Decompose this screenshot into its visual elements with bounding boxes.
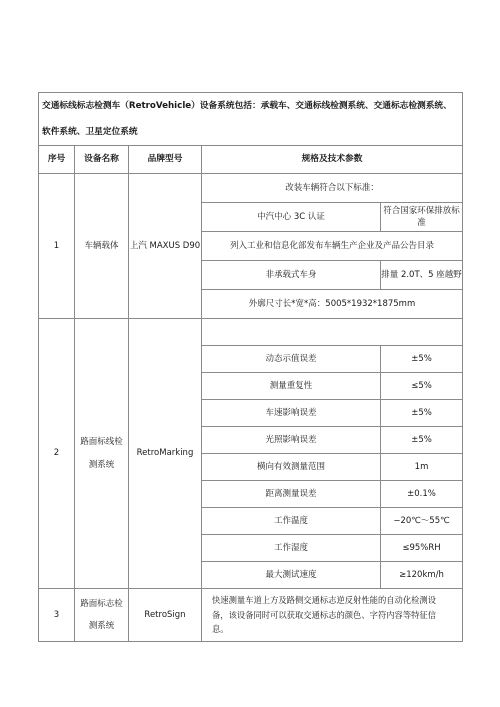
row-3-description: 快速测量车道上方及路侧交通标志逆反射性能的自动化检测设备，该设备同时可以获取交通标志的颜色、字符内容等特征信息。 [202, 589, 463, 642]
row-2-name: 路面标线检测系统 [75, 319, 129, 589]
param-blank-row [202, 319, 463, 346]
spec-body-type: 非承载式车身 [202, 261, 381, 290]
param-label: 最大测试速度 [202, 562, 381, 589]
param-value: ±5% [381, 427, 463, 454]
row-3-model: RetroSign [129, 589, 202, 642]
header-name: 设备名称 [75, 146, 129, 174]
spec-engine: 排量 2.0T、5 座越野 [381, 261, 463, 290]
param-label: 工作湿度 [202, 535, 381, 562]
row-2-model: RetroMarking [129, 319, 202, 589]
param-label: 距离测量误差 [202, 481, 381, 508]
equipment-spec-table [38, 92, 463, 642]
spec-cert-emission: 符合国家环保排放标准 [381, 203, 463, 232]
param-value: ±5% [381, 400, 463, 427]
param-label: 光照影响误差 [202, 427, 381, 454]
document-title: 交通标线标志检测车（RetroVehicle）设备系统包括：承载车、交通标线检测系统、交通标志检测系统、软件系统、卫星定位系统 [39, 93, 463, 146]
row-3-name: 路面标志检测系统 [75, 589, 129, 642]
row-1-name: 车辆载体 [75, 174, 129, 319]
row-1-model: 上汽 MAXUS D90 [129, 174, 202, 319]
param-value: ±5% [381, 346, 463, 373]
spec-catalog: 列入工业和信息化部发布车辆生产企业及产品公告目录 [202, 232, 463, 261]
row-3-no: 3 [39, 589, 75, 642]
row-2-no: 2 [39, 319, 75, 589]
param-value: −20℃～55℃ [381, 508, 463, 535]
header-model: 品牌型号 [129, 146, 202, 174]
header-row [39, 146, 463, 174]
header-specs: 规格及技术参数 [202, 146, 463, 174]
spec-intro: 改装车辆符合以下标准： [202, 174, 463, 203]
header-no: 序号 [39, 146, 75, 174]
param-label: 动态示值误差 [202, 346, 381, 373]
param-label: 工作温度 [202, 508, 381, 535]
param-label: 测量重复性 [202, 373, 381, 400]
param-value: 1m [381, 454, 463, 481]
param-label: 横向有效测量范围 [202, 454, 381, 481]
param-value: ≤5% [381, 373, 463, 400]
spec-dimensions: 外廓尺寸长*宽*高：5005*1932*1875mm [202, 290, 463, 319]
param-value: ±0.1% [381, 481, 463, 508]
param-value: ≤95%RH [381, 535, 463, 562]
spec-cert-3c: 中汽中心 3C 认证 [202, 203, 381, 232]
param-value: ≥120km/h [381, 562, 463, 589]
row-1-no: 1 [39, 174, 75, 319]
param-label: 车速影响误差 [202, 400, 381, 427]
